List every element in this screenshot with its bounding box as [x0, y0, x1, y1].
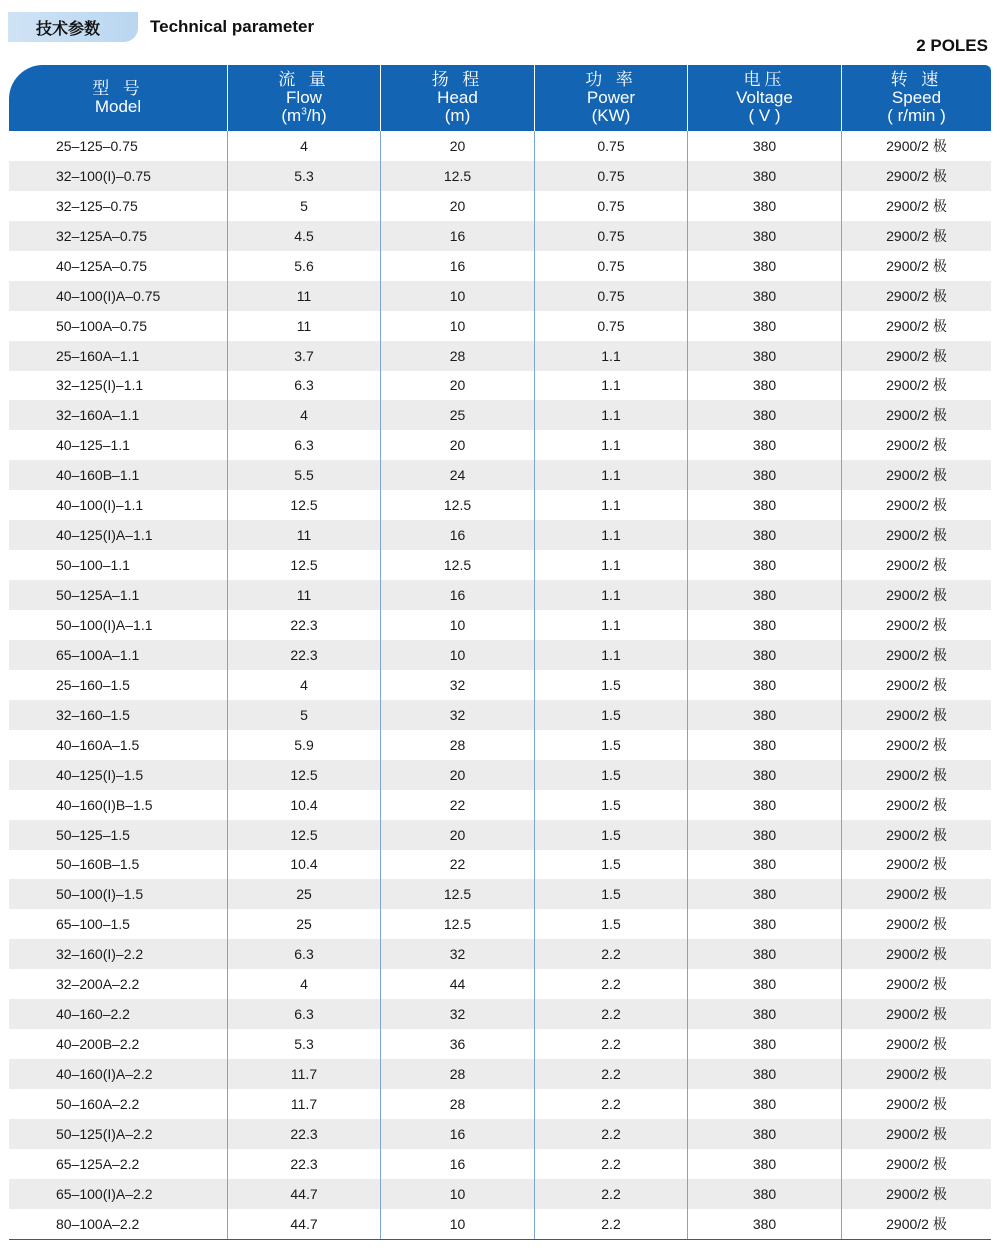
- cell-head: 12.5: [380, 161, 534, 191]
- cell-flow: 11.7: [227, 1089, 380, 1119]
- table-row: [9, 969, 991, 999]
- cell-model: 32–160–1.5: [56, 706, 130, 723]
- cell-speed: 2900/2 极: [841, 999, 991, 1029]
- cell-voltage: 380: [687, 999, 841, 1029]
- cell-power: 1.5: [534, 879, 687, 909]
- cell-power: 2.2: [534, 999, 687, 1029]
- cell-voltage: 380: [687, 1179, 841, 1209]
- cell-model: 32–125–0.75: [56, 197, 138, 214]
- cell-head: 10: [380, 640, 534, 670]
- table-row: [9, 281, 991, 311]
- cell-voltage: 380: [687, 580, 841, 610]
- cell-flow: 22.3: [227, 610, 380, 640]
- cell-voltage: 380: [687, 909, 841, 939]
- cell-head: 22: [380, 850, 534, 880]
- cell-voltage: 380: [687, 670, 841, 700]
- cell-power: 0.75: [534, 311, 687, 341]
- cell-model: 25–160–1.5: [56, 676, 130, 693]
- cell-power: 1.1: [534, 610, 687, 640]
- cell-flow: 12.5: [227, 490, 380, 520]
- section-title: [8, 12, 314, 42]
- cell-flow: 25: [227, 909, 380, 939]
- cell-power: 2.2: [534, 1119, 687, 1149]
- cell-power: 1.5: [534, 790, 687, 820]
- cell-power: 0.75: [534, 281, 687, 311]
- cell-model: 50–125A–1.1: [56, 587, 140, 604]
- cell-voltage: 380: [687, 490, 841, 520]
- table-row: [9, 1209, 991, 1239]
- cell-model: 65–100–1.5: [56, 916, 130, 933]
- cell-flow: 11: [227, 311, 380, 341]
- cell-flow: 11: [227, 580, 380, 610]
- table-row: [9, 909, 991, 939]
- cell-flow: 11.7: [227, 1059, 380, 1089]
- cell-speed: 2900/2 极: [841, 760, 991, 790]
- table-row: [9, 610, 991, 640]
- cell-flow: 3.7: [227, 341, 380, 371]
- cell-model: 32–200A–2.2: [56, 976, 140, 993]
- cell-model: 50–160A–2.2: [56, 1095, 140, 1112]
- table-row: [9, 879, 991, 909]
- cell-model: 50–125–1.5: [56, 826, 130, 843]
- cell-speed: 2900/2 极: [841, 1029, 991, 1059]
- cell-voltage: 380: [687, 1059, 841, 1089]
- table-body: [9, 131, 991, 1239]
- cell-flow: 22.3: [227, 640, 380, 670]
- cell-head: 20: [380, 191, 534, 221]
- cell-flow: 10.4: [227, 850, 380, 880]
- cell-head: 12.5: [380, 550, 534, 580]
- cell-model: 40–100(I)–1.1: [56, 497, 144, 514]
- cell-power: 2.2: [534, 1209, 687, 1239]
- cell-model: 65–100A–1.1: [56, 646, 140, 663]
- cell-flow: 25: [227, 879, 380, 909]
- cell-voltage: 380: [687, 460, 841, 490]
- cell-voltage: 380: [687, 520, 841, 550]
- cell-head: 16: [380, 221, 534, 251]
- cell-speed: 2900/2 极: [841, 251, 991, 281]
- cell-model: 50–160B–1.5: [56, 856, 140, 873]
- cell-flow: 5: [227, 700, 380, 730]
- cell-flow: 10.4: [227, 790, 380, 820]
- cell-speed: 2900/2 极: [841, 969, 991, 999]
- cell-head: 16: [380, 251, 534, 281]
- cell-voltage: 380: [687, 820, 841, 850]
- poles-label: 2 POLES: [916, 36, 988, 55]
- cell-speed: 2900/2 极: [841, 939, 991, 969]
- cell-model: 32–160A–1.1: [56, 407, 140, 424]
- cell-speed: 2900/2 极: [841, 1089, 991, 1119]
- cell-head: 16: [380, 1119, 534, 1149]
- cell-speed: 2900/2 极: [841, 730, 991, 760]
- cell-power: 1.1: [534, 520, 687, 550]
- cell-flow: 5: [227, 191, 380, 221]
- cell-power: 1.5: [534, 850, 687, 880]
- cell-voltage: 380: [687, 281, 841, 311]
- cell-power: 1.1: [534, 341, 687, 371]
- cell-flow: 12.5: [227, 760, 380, 790]
- table-row: [9, 1119, 991, 1149]
- cell-head: 28: [380, 730, 534, 760]
- table-header: [9, 65, 991, 131]
- cell-speed: 2900/2 极: [841, 790, 991, 820]
- cell-voltage: 380: [687, 400, 841, 430]
- cell-flow: 22.3: [227, 1119, 380, 1149]
- cell-voltage: 380: [687, 879, 841, 909]
- table-row: [9, 460, 991, 490]
- cell-head: 20: [380, 131, 534, 161]
- cell-power: 1.1: [534, 550, 687, 580]
- cell-head: 20: [380, 371, 534, 401]
- cell-flow: 5.6: [227, 251, 380, 281]
- cell-model: 40–200B–2.2: [56, 1036, 140, 1053]
- cell-head: 28: [380, 341, 534, 371]
- cell-power: 1.1: [534, 580, 687, 610]
- cell-power: 1.5: [534, 760, 687, 790]
- table-row: [9, 999, 991, 1029]
- cell-model: 32–100(I)–0.75: [56, 167, 151, 184]
- cell-power: 0.75: [534, 161, 687, 191]
- cell-speed: 2900/2 极: [841, 700, 991, 730]
- cell-speed: 2900/2 极: [841, 430, 991, 460]
- cell-head: 20: [380, 760, 534, 790]
- cell-power: 1.1: [534, 371, 687, 401]
- parameter-table: [9, 65, 991, 1239]
- cell-voltage: 380: [687, 550, 841, 580]
- header-head: 扬 程 Head (m): [380, 65, 534, 131]
- cell-head: 10: [380, 281, 534, 311]
- cell-voltage: 380: [687, 371, 841, 401]
- cell-head: 16: [380, 520, 534, 550]
- table-row: [9, 1149, 991, 1179]
- cell-head: 20: [380, 820, 534, 850]
- cell-voltage: 380: [687, 221, 841, 251]
- cell-speed: 2900/2 极: [841, 820, 991, 850]
- table-row: [9, 221, 991, 251]
- cell-head: 36: [380, 1029, 534, 1059]
- cell-speed: 2900/2 极: [841, 520, 991, 550]
- cell-voltage: 380: [687, 790, 841, 820]
- cell-model: 40–125(I)–1.5: [56, 766, 144, 783]
- cell-head: 32: [380, 700, 534, 730]
- header-flow: 流 量 Flow $(m^3/h)$: [227, 65, 380, 131]
- header-power: 功 率 Power (KW): [534, 65, 687, 131]
- cell-speed: 2900/2 极: [841, 191, 991, 221]
- cell-power: 2.2: [534, 1149, 687, 1179]
- cell-speed: 2900/2 极: [841, 341, 991, 371]
- header-speed: 转 速 Speed ( r/min ): [841, 65, 991, 131]
- cell-head: 25: [380, 400, 534, 430]
- cell-head: 12.5: [380, 490, 534, 520]
- table-row: [9, 400, 991, 430]
- cell-voltage: 380: [687, 1029, 841, 1059]
- cell-flow: 12.5: [227, 820, 380, 850]
- cell-power: 2.2: [534, 1089, 687, 1119]
- cell-voltage: 380: [687, 430, 841, 460]
- cell-voltage: 380: [687, 760, 841, 790]
- cell-speed: 2900/2 极: [841, 400, 991, 430]
- cell-head: 16: [380, 1149, 534, 1179]
- table-row: [9, 311, 991, 341]
- cell-head: 16: [380, 580, 534, 610]
- table-row: [9, 820, 991, 850]
- cell-voltage: 380: [687, 850, 841, 880]
- cell-model: 32–125(I)–1.1: [56, 377, 144, 394]
- table-row: [9, 790, 991, 820]
- cell-flow: 22.3: [227, 1149, 380, 1179]
- cell-power: 1.1: [534, 640, 687, 670]
- cell-power: 1.1: [534, 430, 687, 460]
- cell-model: 50–100(I)A–1.1: [56, 616, 153, 633]
- cell-power: 2.2: [534, 1059, 687, 1089]
- cell-head: 20: [380, 430, 534, 460]
- cell-power: 1.1: [534, 490, 687, 520]
- cell-flow: 44.7: [227, 1179, 380, 1209]
- table-row: [9, 580, 991, 610]
- cell-model: 32–125A–0.75: [56, 227, 148, 244]
- table-row: [9, 1089, 991, 1119]
- cell-power: 1.5: [534, 730, 687, 760]
- cell-voltage: 380: [687, 1089, 841, 1119]
- cell-head: 10: [380, 1179, 534, 1209]
- cell-speed: 2900/2 极: [841, 640, 991, 670]
- cell-flow: 6.3: [227, 999, 380, 1029]
- cell-flow: 11: [227, 520, 380, 550]
- cell-voltage: 380: [687, 969, 841, 999]
- cell-speed: 2900/2 极: [841, 460, 991, 490]
- cell-head: 28: [380, 1089, 534, 1119]
- cell-voltage: 380: [687, 161, 841, 191]
- cell-model: 50–100–1.1: [56, 557, 130, 574]
- table-bottom-rule: [9, 1239, 991, 1240]
- cell-flow: 11: [227, 281, 380, 311]
- cell-model: 40–160–2.2: [56, 1006, 130, 1023]
- cell-model: 65–125A–2.2: [56, 1155, 140, 1172]
- cell-flow: 4: [227, 131, 380, 161]
- cell-voltage: 380: [687, 1209, 841, 1239]
- cell-speed: 2900/2 极: [841, 909, 991, 939]
- cell-power: 1.5: [534, 700, 687, 730]
- cell-model: 50–100A–0.75: [56, 317, 148, 334]
- table-row: [9, 490, 991, 520]
- cell-power: 2.2: [534, 969, 687, 999]
- cell-power: 1.5: [534, 909, 687, 939]
- cell-voltage: 380: [687, 939, 841, 969]
- cell-voltage: 380: [687, 700, 841, 730]
- cell-flow: 6.3: [227, 939, 380, 969]
- cell-flow: 44.7: [227, 1209, 380, 1239]
- cell-power: 2.2: [534, 1179, 687, 1209]
- cell-speed: 2900/2 极: [841, 1059, 991, 1089]
- header-model: 型 号 Model: [92, 79, 144, 116]
- cell-speed: 2900/2 极: [841, 131, 991, 161]
- table-row: [9, 520, 991, 550]
- cell-head: 10: [380, 610, 534, 640]
- cell-model: 40–160B–1.1: [56, 467, 140, 484]
- cell-power: 0.75: [534, 221, 687, 251]
- cell-flow: 4: [227, 969, 380, 999]
- cell-model: 32–160(I)–2.2: [56, 946, 144, 963]
- cell-speed: 2900/2 极: [841, 670, 991, 700]
- table-row: [9, 1059, 991, 1089]
- cell-speed: 2900/2 极: [841, 580, 991, 610]
- cell-model: 25–125–0.75: [56, 137, 138, 154]
- table-row: [9, 760, 991, 790]
- cell-voltage: 380: [687, 341, 841, 371]
- section-title-en: Technical parameter: [150, 17, 315, 36]
- cell-model: 50–100(I)–1.5: [56, 886, 144, 903]
- cell-head: 22: [380, 790, 534, 820]
- cell-model: 40–160A–1.5: [56, 736, 140, 753]
- cell-flow: 6.3: [227, 371, 380, 401]
- section-title-cn: 技术参数: [8, 12, 138, 42]
- table-row: [9, 1179, 991, 1209]
- cell-model: 65–100(I)A–2.2: [56, 1185, 153, 1202]
- cell-power: 2.2: [534, 1029, 687, 1059]
- table-row: [9, 371, 991, 401]
- cell-speed: 2900/2 极: [841, 161, 991, 191]
- cell-power: 0.75: [534, 251, 687, 281]
- table-row: [9, 730, 991, 760]
- cell-power: 1.1: [534, 400, 687, 430]
- table-row: [9, 850, 991, 880]
- cell-head: 28: [380, 1059, 534, 1089]
- header-voltage: 电压 Voltage ( V ): [687, 65, 841, 131]
- cell-model: 40–100(I)A–0.75: [56, 287, 161, 304]
- table-row: [9, 341, 991, 371]
- cell-head: 10: [380, 1209, 534, 1239]
- cell-speed: 2900/2 极: [841, 850, 991, 880]
- cell-head: 24: [380, 460, 534, 490]
- cell-voltage: 380: [687, 251, 841, 281]
- cell-head: 10: [380, 311, 534, 341]
- table-row: [9, 161, 991, 191]
- table-row: [9, 640, 991, 670]
- cell-flow: 5.5: [227, 460, 380, 490]
- cell-speed: 2900/2 极: [841, 1209, 991, 1239]
- cell-flow: 5.3: [227, 161, 380, 191]
- cell-flow: 4.5: [227, 221, 380, 251]
- cell-head: 44: [380, 969, 534, 999]
- cell-flow: 5.9: [227, 730, 380, 760]
- cell-voltage: 380: [687, 311, 841, 341]
- cell-speed: 2900/2 极: [841, 371, 991, 401]
- cell-voltage: 380: [687, 1119, 841, 1149]
- cell-model: 40–125–1.1: [56, 437, 130, 454]
- cell-voltage: 380: [687, 610, 841, 640]
- header-flow-unit: $(m^3/h)$: [281, 106, 327, 125]
- table-row: [9, 131, 991, 161]
- cell-speed: 2900/2 极: [841, 221, 991, 251]
- cell-voltage: 380: [687, 1149, 841, 1179]
- table-row: [9, 939, 991, 969]
- cell-speed: 2900/2 极: [841, 550, 991, 580]
- cell-voltage: 380: [687, 131, 841, 161]
- cell-power: 2.2: [534, 939, 687, 969]
- cell-speed: 2900/2 极: [841, 490, 991, 520]
- cell-speed: 2900/2 极: [841, 610, 991, 640]
- cell-power: 0.75: [534, 191, 687, 221]
- cell-flow: 12.5: [227, 550, 380, 580]
- cell-voltage: 380: [687, 640, 841, 670]
- cell-speed: 2900/2 极: [841, 1119, 991, 1149]
- cell-power: 1.1: [534, 460, 687, 490]
- cell-model: 40–160(I)B–1.5: [56, 796, 153, 813]
- cell-flow: 4: [227, 400, 380, 430]
- cell-head: 12.5: [380, 909, 534, 939]
- cell-model: 50–125(I)A–2.2: [56, 1125, 153, 1142]
- cell-head: 12.5: [380, 879, 534, 909]
- cell-power: 1.5: [534, 670, 687, 700]
- cell-model: 40–160(I)A–2.2: [56, 1066, 153, 1083]
- cell-model: 25–160A–1.1: [56, 347, 140, 364]
- cell-head: 32: [380, 999, 534, 1029]
- cell-power: 1.5: [534, 820, 687, 850]
- table-row: [9, 251, 991, 281]
- cell-speed: 2900/2 极: [841, 879, 991, 909]
- cell-voltage: 380: [687, 730, 841, 760]
- cell-flow: 4: [227, 670, 380, 700]
- cell-speed: 2900/2 极: [841, 281, 991, 311]
- table-row: [9, 1029, 991, 1059]
- cell-flow: 6.3: [227, 430, 380, 460]
- cell-model: 40–125(I)A–1.1: [56, 527, 153, 544]
- cell-model: 40–125A–0.75: [56, 257, 148, 274]
- cell-model: 80–100A–2.2: [56, 1215, 140, 1232]
- cell-speed: 2900/2 极: [841, 1179, 991, 1209]
- cell-head: 32: [380, 670, 534, 700]
- cell-speed: 2900/2 极: [841, 1149, 991, 1179]
- cell-flow: 5.3: [227, 1029, 380, 1059]
- cell-power: 0.75: [534, 131, 687, 161]
- table-row: [9, 191, 991, 221]
- table-row: [9, 670, 991, 700]
- table-row: [9, 550, 991, 580]
- table-row: [9, 430, 991, 460]
- cell-head: 32: [380, 939, 534, 969]
- cell-speed: 2900/2 极: [841, 311, 991, 341]
- table-row: [9, 700, 991, 730]
- cell-voltage: 380: [687, 191, 841, 221]
